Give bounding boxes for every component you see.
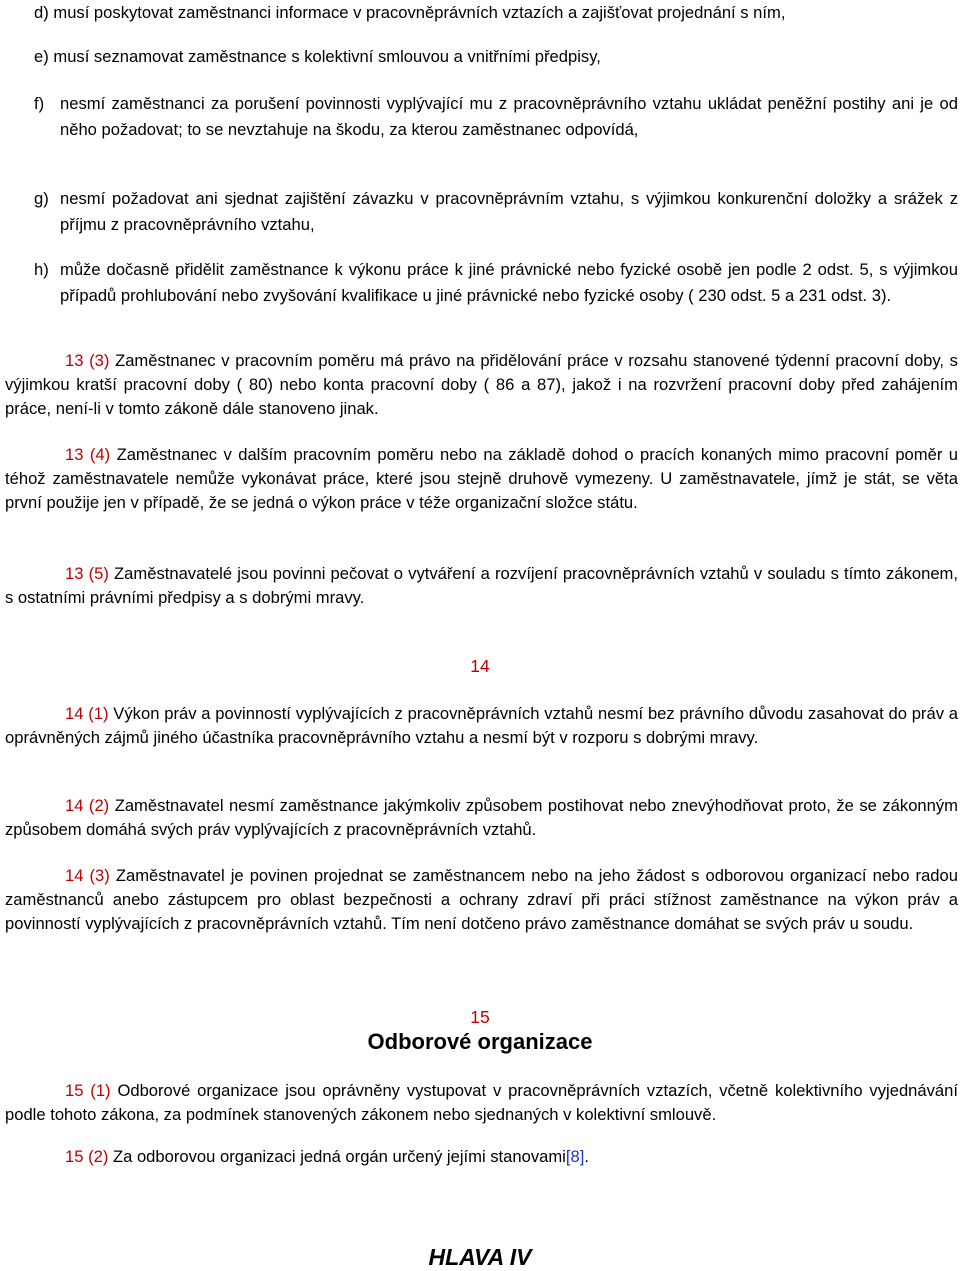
list-item-text: může dočasně přidělit zaměstnance k výkonu práce k jiné právnické nebo fyzické osobě jen podle 2 odst. 5, s výjimkou případů prohlubování nebo zvyšování kvalifikace u jiné právnické nebo fyzické osoby ( 230 odst. 5 a 231 odst. 3). [60,260,958,305]
section-reference: 15 (2) [65,1147,109,1166]
paragraph-text: Zaměstnavatelé jsou povinni pečovat o vytváření a rozvíjení pracovněprávních vztahů v souladu s tímto zákonem, s ostatními právními předpisy a s dobrými mravy. [5,564,958,607]
section-reference: 15 (1) [65,1081,111,1100]
section-reference: 13 (5) [65,564,109,583]
paragraph-text: Zaměstnanec v pracovním poměru má právo na přidělování práce v rozsahu stanovené týdenní pracovní doby, s výjimkou kratší pracovní doby ( 80) nebo konta pracovní doby ( 86 a 87), jakož i na rozvržení pracovní doby před zahájením práce, není-li v tomto zákoně dále stanoveno jinak. [5,351,958,418]
list-item-text: nesmí zaměstnanci za porušení povinnosti vyplývající mu z pracovněprávního vztahu ukládat peněžní postihy ani je od něho požadovat; to se nevztahuje na škodu, za kterou zaměstnanec odpovídá, [60,94,958,139]
list-item-e [34,44,958,70]
paragraph-13-4 [5,443,958,515]
list-item-d [34,0,958,26]
list-item-marker: f) [34,94,45,113]
paragraph-14-1 [5,702,958,750]
section-15-heading: Odborové organizace [367,1029,593,1054]
list-item-g [34,186,958,238]
list-item-f [34,91,958,143]
list-item-text: d) musí poskytovat zaměstnanci informace v pracovněprávních vztazích a zajišťovat projednání s ním, [34,3,786,22]
paragraph-13-5 [5,562,958,610]
paragraph-text-end: . [584,1147,589,1166]
list-item-text: nesmí požadovat ani sjednat zajištění závazku v pracovněprávním vztahu, s výjimkou konkurenční doložky a srážek z příjmu z pracovněprávního vztahu, [60,189,958,234]
paragraph-15-1 [5,1079,958,1127]
section-15-number: 15 [470,1007,490,1027]
paragraph-14-3 [5,864,958,936]
paragraph-13-3 [5,349,958,421]
list-item-h [34,257,958,309]
paragraph-text: Za odborovou organizaci jedná orgán určený jejími stanovami [108,1147,566,1166]
section-reference: 14 (3) [65,866,110,885]
paragraph-text: Odborové organizace jsou oprávněny vystupovat v pracovněprávních vztazích, včetně kolektivního vyjednávání podle tohoto zákona, za podmínek stanovených zákonem nebo sjednaných v kolektivní smlouvě. [5,1081,958,1124]
footnote-link[interactable]: [8] [565,1147,585,1166]
section-reference: 13 (3) [65,351,110,370]
chapter-heading: HLAVA IV [428,1244,532,1270]
paragraph-text: Zaměstnanec v dalším pracovním poměru nebo na základě dohod o pracích konaných mimo pracovní poměr u téhož zaměstnavatele nemůže vykonávat práce, které jsou stejně druhově vymezeny. U zaměstnavatele, jímž je stát, se věta první použije jen v případě, že se jedná o výkon práce v téže organizační složce státu. [5,445,958,512]
section-reference: 14 (2) [65,796,110,815]
list-item-marker: h) [34,260,49,279]
paragraph-text: Zaměstnavatel nesmí zaměstnance jakýmkoliv způsobem postihovat nebo znevýhodňovat proto, že se zákonným způsobem domáhá svých práv vyplývajících z pracovněprávních vztahů. [5,796,958,839]
paragraph-15-2 [5,1145,958,1169]
list-item-text: e) musí seznamovat zaměstnance s kolektivní smlouvou a vnitřními předpisy, [34,47,601,66]
section-14-number: 14 [470,656,490,676]
paragraph-14-2 [5,794,958,842]
paragraph-text: Výkon práv a povinností vyplývajících z pracovněprávních vztahů nesmí bez právního důvodu zasahovat do práv a oprávněných zájmů jiného účastníka pracovněprávního vztahu a nesmí být v rozporu s dobrými mravy. [5,704,958,747]
list-item-marker: g) [34,189,49,208]
paragraph-text: Zaměstnavatel je povinen projednat se zaměstnancem nebo na jeho žádost s odborovou organizací nebo radou zaměstnanců anebo zástupcem pro oblast bezpečnosti a ochrany zdraví při práci stížnost zaměstnance na výkon práv a povinností vyplývajících z pracovněprávních vztahů. Tím není dotčeno právo zaměstnance domáhat se svých práv u soudu. [5,866,958,933]
section-reference: 14 (1) [65,704,109,723]
section-reference: 13 (4) [65,445,111,464]
